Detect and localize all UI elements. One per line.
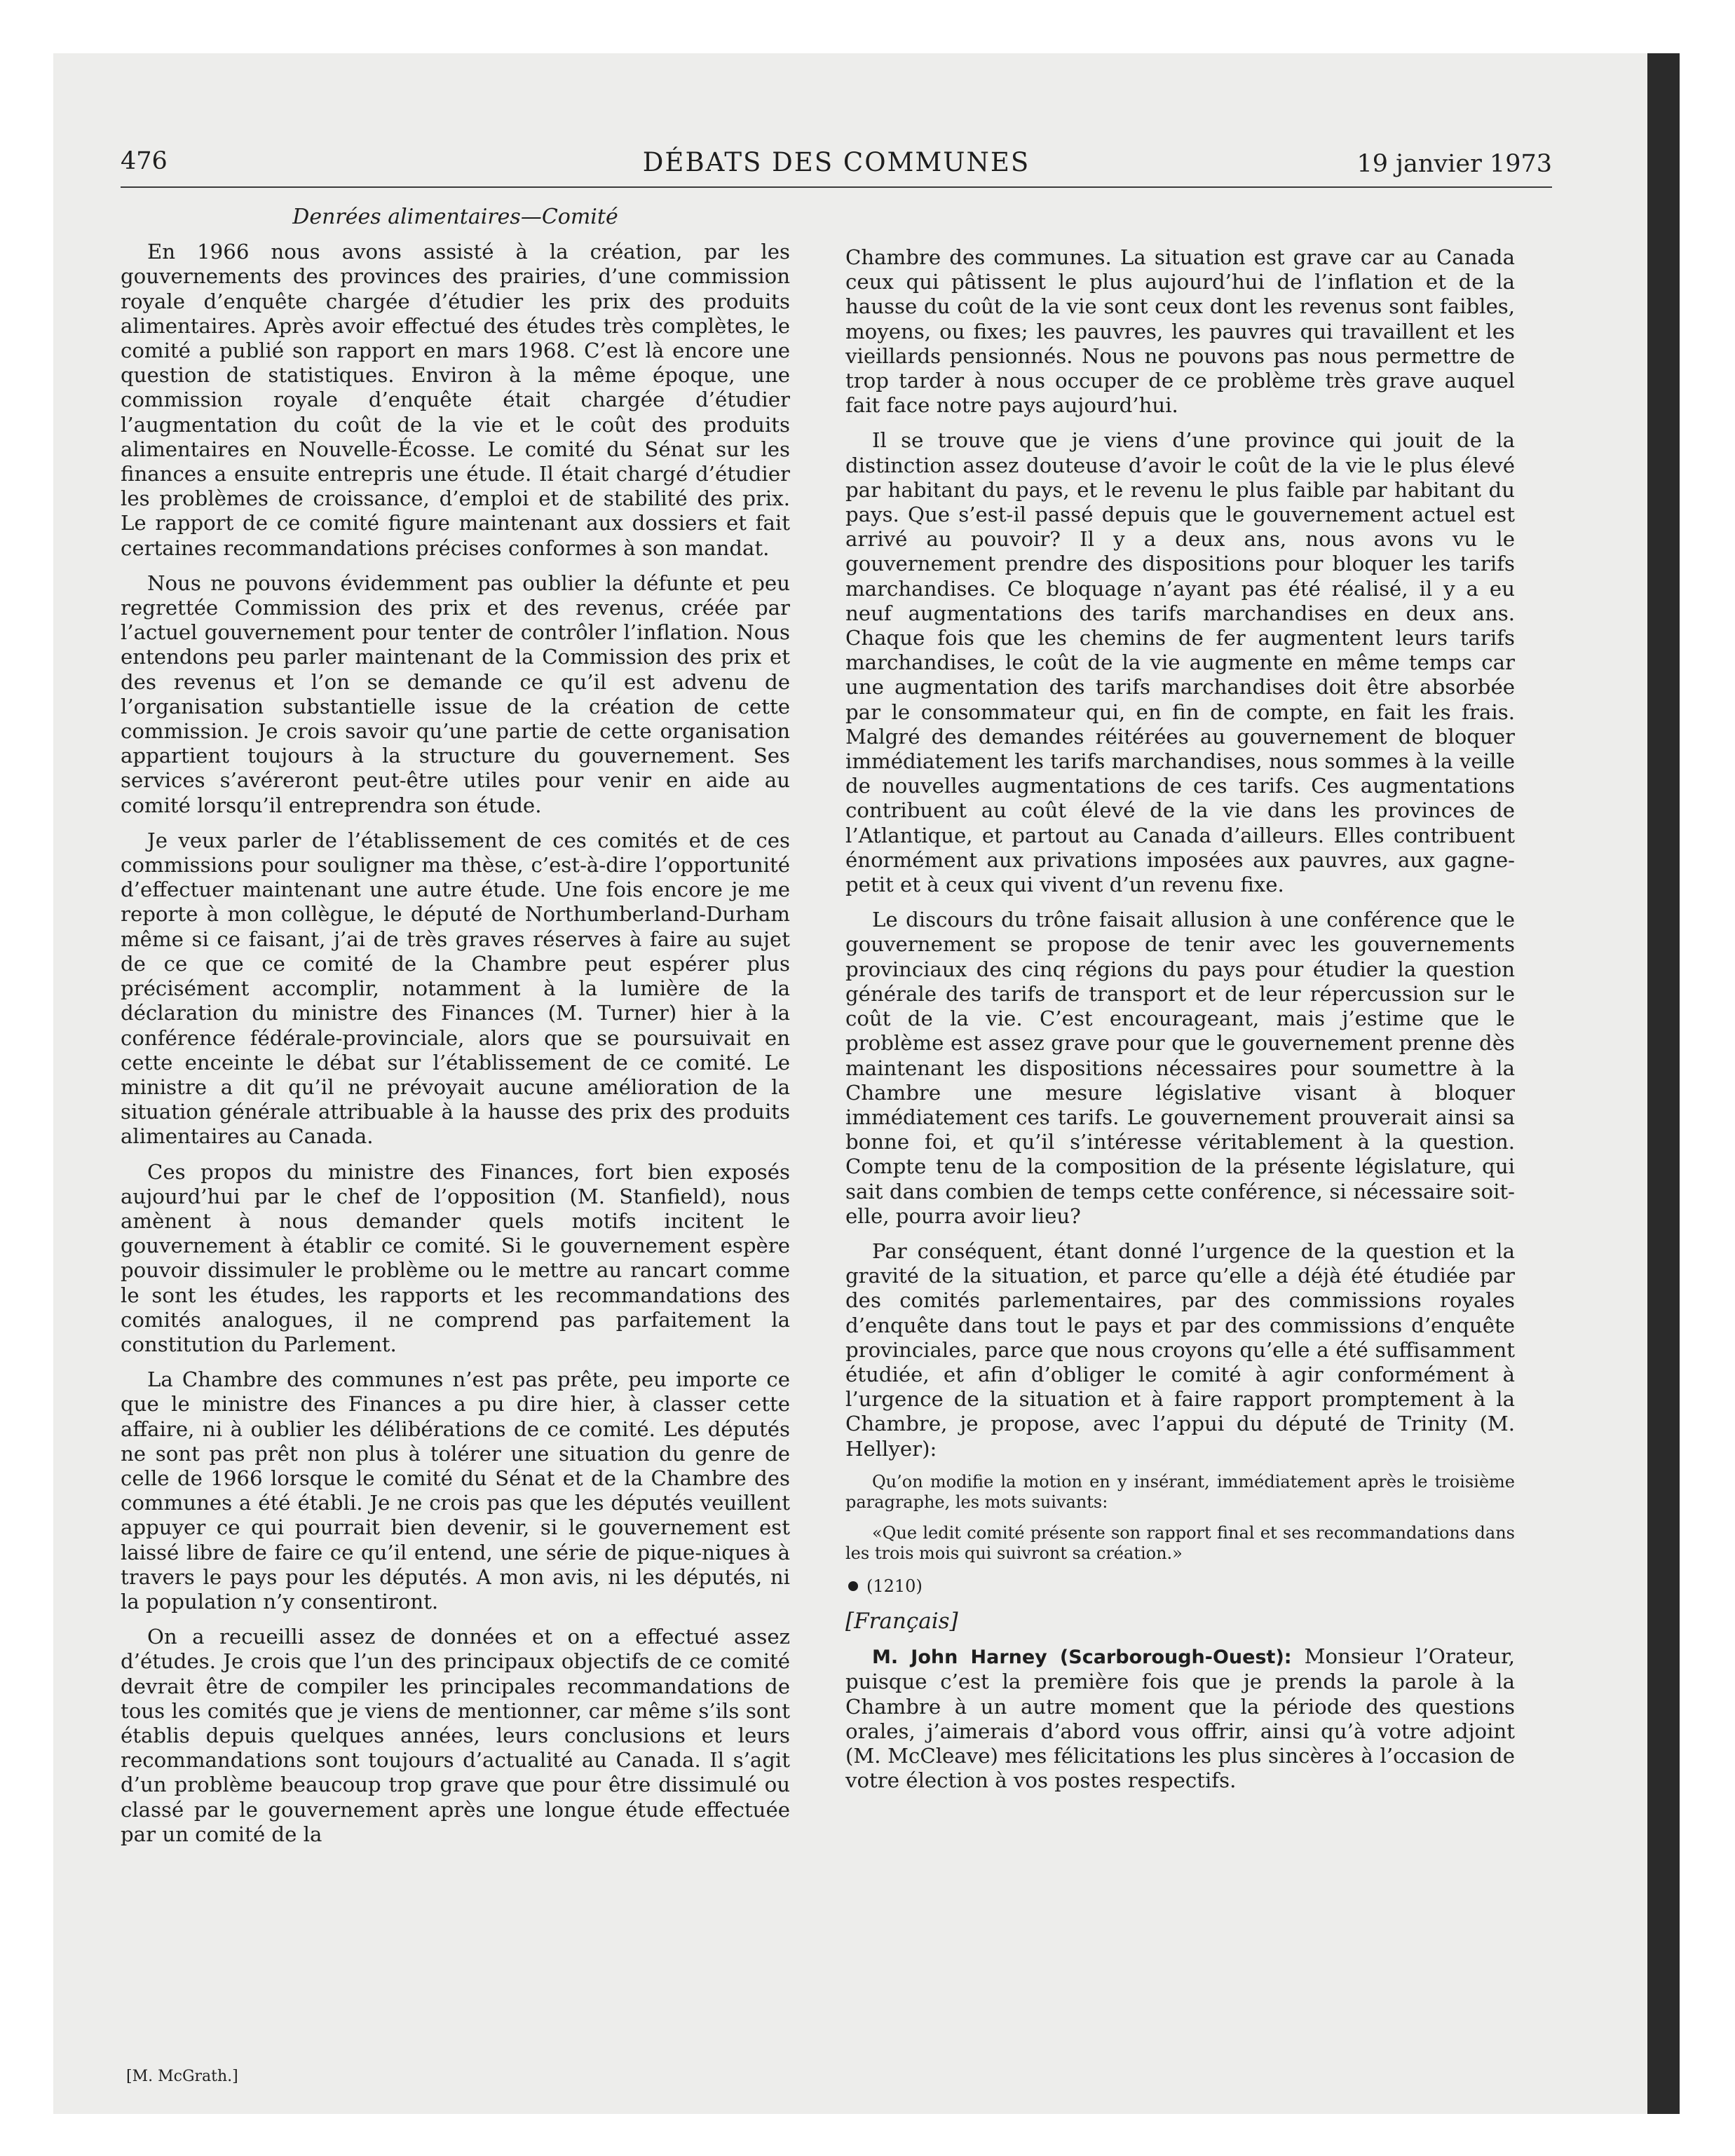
header-date: 19 janvier 1973 (1356, 150, 1552, 178)
running-title: DÉBATS DES COMMUNES (642, 147, 1030, 177)
amendment-quote: «Que ledit comité présente son rapport final et ses recommandations dans les trois mois qui suivront sa création.» (845, 1522, 1515, 1563)
speech-text: Monsieur l’Orateur, puisque c’est la première fois que je prends la parole à la Chambre à un autre moment que la période des questions orales, j’aimerais d’abord vous offrir, ainsi qu’à votre adjoint (M. McCleave) mes félicitations les plus sincères à l’occasion de votre élection à vos postes respectifs. (845, 1644, 1515, 1793)
page-number: 476 (121, 147, 168, 175)
paragraph: Je veux parler de l’établissement de ces comités et de ces commissions pour souligner ma thèse, c’est-à-dire l’opportunité d’effectuer maintenant une autre étude. Une fois encore je me reporte à mon collègue, le député de Northumberland-Durham même si ce faisant, j’ai de très graves réserves à faire au sujet de ce que ce comité de la Chambre peut espérer plus précisément accomplir, notamment à la lumière de la déclaration du ministre des Finances (M. Turner) hier à la conférence fédérale-provinciale, alors que se poursuivait en cette enceinte le débat sur l’établissement de ce comité. Le ministre a dit qu’il ne prévoyait aucune amélioration de la situation générale attribuable à la hausse des prix des produits alimentaires au Canada. (121, 828, 790, 1149)
paragraph: On a recueilli assez de données et on a effectué assez d’études. Je crois que l’un des principaux objectifs de ce comité devrait être de compiler les principales recommandations de tous les comités que je viens de mentionner, car même s’ils sont établis depuis quelques années, leurs conclusions et leurs recommandations sont toujours d’actualité au Canada. Il s’agit d’un problème beaucoup trop grave que pour être dissimulé ou classé par le gouvernement après une longue étude effectuée par un comité de la (121, 1625, 790, 1846)
right-column (845, 245, 1515, 1803)
paragraph: Ces propos du ministre des Finances, fort bien exposés aujourd’hui par le chef de l’opposition (M. Stanfield), nous amènent à nous demander quels motifs incitent le gouvernement à établir ce comité. Si le gouvernement espère pouvoir dissimuler le problème ou le mettre au rancart comme le sont les études, les rapports et les recommandations des comités analogues, il ne comprend pas parfaitement la constitution du Parlement. (121, 1159, 790, 1356)
paragraph: Le discours du trône faisait allusion à une conférence que le gouvernement se propose de tenir avec les gouvernements provinciaux des cinq régions du pays pour étudier la question générale des tarifs de transport et de leur répercussion sur le coût de la vie. C’est encourageant, mais j’estime que le problème est assez grave pour que le gouvernement prenne dès maintenant les dispositions nécessaires pour soumettre à la Chambre une mesure législative visant à bloquer immédiatement ces tarifs. Le gouvernement prouverait ainsi sa bonne foi, et qu’il s’intéresse véritablement à la question. Compte tenu de la composition de la présente législature, qui sait dans combien de temps cette conférence, si nécessaire soit-elle, pourra avoir lieu? (845, 908, 1515, 1228)
language-tag: [Français] (845, 1608, 958, 1634)
amendment-text: Qu’on modifie la motion en y insérant, immédiatement après le troisième paragraphe, les mots suivants: (845, 1471, 1515, 1512)
timestamp (845, 1574, 1515, 1599)
speaker-name: M. John Harney (Scarborough-Ouest): (872, 1646, 1292, 1669)
timestamp-text: (1210) (866, 1576, 923, 1596)
section-heading: Denrées alimentaires—Comité (292, 205, 618, 229)
speech-paragraph (845, 1644, 1515, 1793)
speaker-note: [M. McGrath.] (126, 2068, 238, 2085)
paragraph: Il se trouve que je viens d’une province qui jouit de la distinction assez douteuse d’avoir le coût de la vie le plus élevé par habitant du pays, et le revenu le plus faible par habitant du pays. Que s’est-il passé depuis que le gouvernement actuel est arrivé au pouvoir? Il y a deux ans, nous avons vu le gouvernement prendre des dispositions pour bloquer les tarifs marchandises. Ce bloquage n’ayant pas été réalisé, il y a eu neuf augmentations des tarifs marchandises en deux ans. Chaque fois que les chemins de fer augmentent leurs tarifs marchandises, le coût de la vie augmente en même temps car une augmentation des tarifs marchandises doit être absorbée par le consommateur qui, en fin de compte, en fait les frais. Malgré des demandes réitérées au gouvernement de bloquer immédiatement les tarifs marchandises, nous sommes à la veille de nouvelles augmentations de ces tarifs. Ces augmentations contribuent au coût élevé de la vie dans les provinces de l’Atlantique, et partout au Canada d’ailleurs. Elles contribuent énormément aux privations imposées aux pauvres, aux gagne-petit et à ceux qui vivent d’un revenu fixe. (845, 428, 1515, 897)
left-column (121, 205, 790, 1857)
paragraph: La Chambre des communes n’est pas prête, peu importe ce que le ministre des Finances a pu dire hier, à classer cette affaire, ni à oublier les délibérations de ce comité. Les députés ne sont pas prêt non plus à tolérer une situation du genre de celle de 1966 lorsque le comité du Sénat et de la Chambre des communes a été établi. Je ne crois pas que les députés veuillent appuyer ce qui pourrait bien devenir, si le gouvernement est laissé libre de faire ce qu’il entend, une série de pique-niques à travers le pays pour les députés. A mon avis, ni les députés, ni la population n’y consentiront. (121, 1367, 790, 1613)
paragraph: En 1966 nous avons assisté à la création, par les gouvernements des provinces des prairies, d’une commission royale d’enquête chargée d’étudier les prix des produits alimentaires. Après avoir effectué des études très complètes, le comité a publié son rapport en mars 1968. C’est là encore une question de statistiques. Environ à la même époque, une commission royale d’enquête était chargée d’étudier l’augmentation du coût de la vie et le coût des produits alimentaires en Nouvelle-Écosse. Le comité du Sénat sur les finances a ensuite entrepris une étude. Il était chargé d’étudier les problèmes de croissance, d’emploi et de stabilité des prix. Le rapport de ce comité figure maintenant aux dossiers et fait certaines recommandations précises conformes à son mandat. (121, 240, 790, 560)
paragraph: Chambre des communes. La situation est grave car au Canada ceux qui pâtissent le plus aujourd’hui de l’inflation et de la hausse du coût de la vie sont ceux dont les revenus sont faibles, moyens, ou fixes; les pauvres, les pauvres qui travaillent et les vieillards pensionnés. Nous ne pouvons pas nous permettre de trop tarder à nous occuper de ce problème très grave auquel fait face notre pays aujourd’hui. (845, 245, 1515, 418)
page-header (121, 147, 1552, 188)
paragraph: Par conséquent, étant donné l’urgence de la question et la gravité de la situation, et parce qu’elle a déjà été étudiée par des comités parlementaires, par des commissions royales d’enquête dans tout le pays et par des commissions d’enquête provinciales, parce que nous croyons qu’elle a été suffisamment étudiée, et afin d’obliger le comité à agir conformément à l’urgence de la situation et à faire rapport promptement à la Chambre, je propose, avec l’appui du député de Trinity (M. Hellyer): (845, 1239, 1515, 1461)
page-binding-edge (1647, 53, 1680, 2114)
bullet-icon (848, 1581, 858, 1591)
paragraph: Nous ne pouvons évidemment pas oublier la défunte et peu regrettée Commission des prix et des revenus, créée par l’actuel gouvernement pour tenter de contrôler l’inflation. Nous entendons peu parler maintenant de la Commission des prix et des revenus et l’on se demande ce qu’il est advenu de l’organisation substantielle issue de la création de cette commission. Je crois savoir qu’une partie de cette organisation appartient toujours à la structure du gouvernement. Ses services s’avéreront peut-être utiles pour venir en aide au comité lorsqu’il entreprendra son étude. (121, 571, 790, 817)
